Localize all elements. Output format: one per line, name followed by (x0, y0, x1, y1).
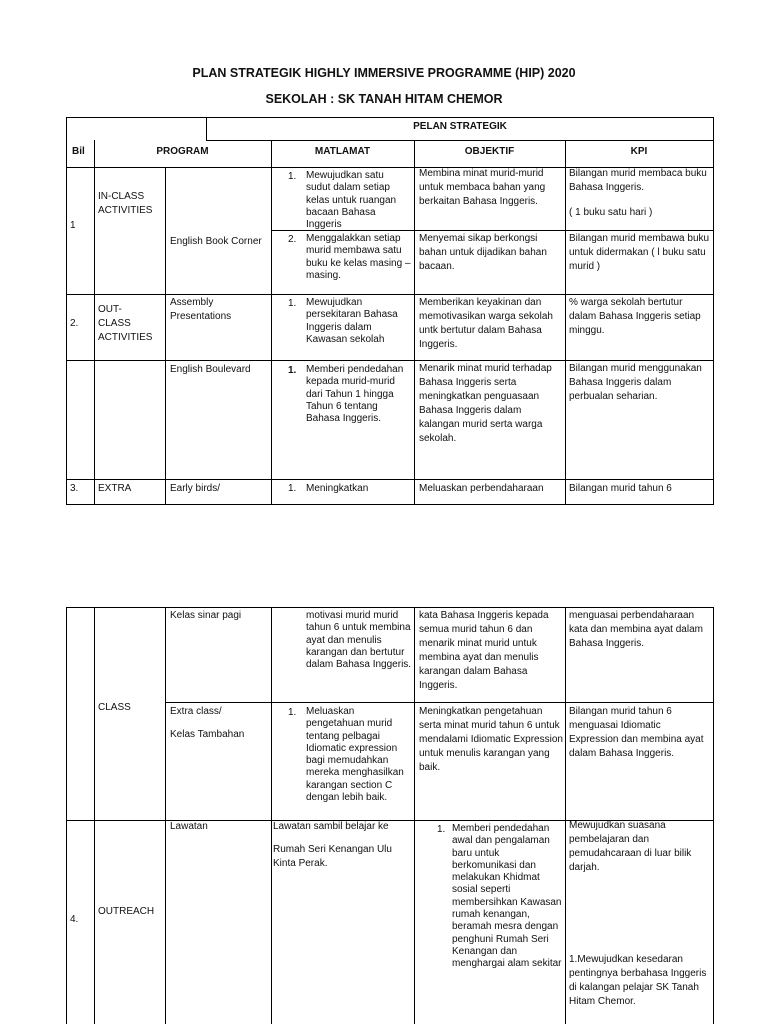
table-border (66, 607, 714, 608)
program-name: Early birds/ (170, 483, 221, 494)
table-border (66, 117, 714, 118)
list-number: 1. (288, 483, 297, 494)
category-label: IN-CLASS ACTIVITIES (98, 191, 153, 216)
matlamat-text: Mewujudkan persekitaran Bahasa Inggeris dalam Kawasan sekolah (306, 297, 398, 345)
header-pelan-strategik: PELAN STRATEGIK (413, 121, 507, 132)
table-border (713, 607, 714, 1024)
table-border (565, 607, 566, 1024)
school-name: SEKOLAH : SK TANAH HITAM CHEMOR (265, 92, 503, 106)
kpi-text: Bilangan murid membaca buku Bahasa Inggeris. (569, 168, 707, 193)
kpi-text: Bilangan murid tahun 6 menguasai Idiomatic Expression dan membina ayat dalam Bahasa Inggeris. (569, 706, 704, 759)
table-border (94, 607, 95, 1024)
matlamat-text: Lawatan sambil belajar ke (273, 821, 389, 832)
category-label: OUT-CLASS ACTIVITIES (98, 304, 153, 343)
program-name: Lawatan (170, 821, 208, 832)
category-label: CLASS (98, 702, 131, 713)
document-title: PLAN STRATEGIK HIGHLY IMMERSIVE PROGRAMME (HIP) 2020 (192, 66, 576, 80)
matlamat-text: Meluaskan pengetahuan murid tentang pelbagai Idiomatic expression bagi memudahkan mereka menghasilkan karangan section C dengan lebih baik. (306, 706, 404, 804)
matlamat-text: Mewujudkan satu sudut dalam setiap kelas untuk ruangan bacaan Bahasa Inggeris (306, 170, 397, 231)
category-label: OUTREACH (98, 906, 155, 917)
program-name: Kelas Tambahan (170, 729, 245, 740)
kpi-text: 1.Mewujudkan kesedaran pentingnya berbahasa Inggeris di kalangan pelajar SK Tanah Hitam Chemor. (569, 954, 707, 1007)
list-number: 1. (437, 824, 446, 835)
header-kpi: KPI (630, 146, 648, 157)
table-border (414, 607, 415, 1024)
category-label: EXTRA (98, 483, 132, 494)
matlamat-text: motivasi murid murid tahun 6 untuk membina ayat dan menulis karangan dan bertutur dalam Bahasa Inggeris. (306, 610, 412, 671)
table-border (271, 140, 272, 505)
table-border (271, 607, 272, 1024)
objektif-text: Memberi pendedahan awal dan pengalaman baru untuk berkomunikasi dan melakukan Khidmat sosial seperti membersihkan Kawasan rumah kenangan, beramah mesra dengan penghuni Rumah Seri Kenangan dan menghargai alam sekitar (452, 823, 562, 970)
header-matlamat: MATLAMAT (314, 146, 371, 157)
matlamat-text: Meningkatkan (306, 483, 369, 494)
objektif-text: Menarik minat murid terhadap Bahasa Inggeris serta meningkatkan penguasaan Bahasa Inggeris dalam kalangan murid serta warga sekolah. (419, 363, 552, 444)
matlamat-text: Memberi pendedahan kepada murid-murid dari Tahun 1 hingga Tahun 6 tentang Bahasa Inggeris. (306, 364, 404, 425)
row-number: 3. (70, 483, 79, 494)
objektif-text: Memberikan keyakinan dan memotivasikan warga sekolah untk bertutur dalam Bahasa Inggeris. (419, 297, 553, 350)
row-number: 1 (70, 220, 76, 231)
list-number: 1. (288, 365, 297, 376)
table-border (66, 504, 714, 505)
objektif-text: Menyemai sikap berkongsi bahan untuk dijadikan bahan bacaan. (419, 233, 547, 272)
list-number: 1. (288, 707, 297, 718)
header-program: PROGRAM (156, 146, 209, 157)
objektif-text: Meningkatkan pengetahuan serta minat murid tahun 6 untuk mendalami Idiomatic Expression untuk menulis karangan yang baik. (419, 706, 563, 773)
table-border (66, 479, 714, 480)
objektif-text: Meluaskan perbendaharaan (419, 483, 544, 494)
table-border (94, 140, 95, 505)
kpi-text: Bilangan murid tahun 6 (569, 483, 672, 494)
program-name: English Book Corner (170, 236, 262, 247)
matlamat-text: Rumah Seri Kenangan Ulu Kinta Perak. (273, 844, 392, 869)
header-objektif: OBJEKTIF (464, 146, 515, 157)
header-bil: Bil (72, 146, 85, 157)
table-border (66, 360, 714, 361)
objektif-text: kata Bahasa Inggeris kepada semua murid tahun 6 dan menarik minat murid untuk membina ayat dan menulis karangan dalam Bahasa Inggeris. (419, 610, 549, 691)
table-border (565, 140, 566, 505)
matlamat-text: Menggalakkan setiap murid membawa satu buku ke kelas masing – masing. (306, 233, 411, 281)
kpi-text: Bilangan murid menggunakan Bahasa Inggeris dalam perbualan seharian. (569, 363, 702, 402)
table-border (206, 140, 714, 141)
table-border (66, 117, 67, 505)
objektif-text: Membina minat murid-murid untuk membaca bahan yang berkaitan Bahasa Inggeris. (419, 168, 546, 207)
list-number: 2. (288, 234, 297, 245)
table-border (713, 117, 714, 505)
list-number: 1. (288, 171, 297, 182)
table-border (165, 167, 166, 505)
kpi-text: Mewujudkan suasana pembelajaran dan pemudahcaraan di luar bilik darjah. (569, 820, 692, 873)
table-border (414, 140, 415, 505)
table-border (165, 702, 714, 703)
program-name: Extra class/ (170, 706, 222, 717)
list-number: 1. (288, 298, 297, 309)
row-number: 2. (70, 318, 79, 329)
kpi-text: ( 1 buku satu hari ) (569, 207, 653, 218)
table-border (165, 607, 166, 1024)
program-name: Assembly Presentations (170, 297, 232, 322)
table-border (66, 607, 67, 1024)
kpi-text: Bilangan murid membawa buku untuk didermakan ( l buku satu murid ) (569, 233, 710, 272)
row-number: 4. (70, 914, 79, 925)
program-name: Kelas sinar pagi (170, 610, 242, 621)
program-name: English Boulevard (170, 364, 251, 375)
table-border (66, 294, 714, 295)
kpi-text: menguasai perbendaharaan kata dan membina ayat dalam Bahasa Inggeris. (569, 610, 703, 649)
kpi-text: % warga sekolah bertutur dalam Bahasa Inggeris setiap minggu. (569, 297, 701, 336)
